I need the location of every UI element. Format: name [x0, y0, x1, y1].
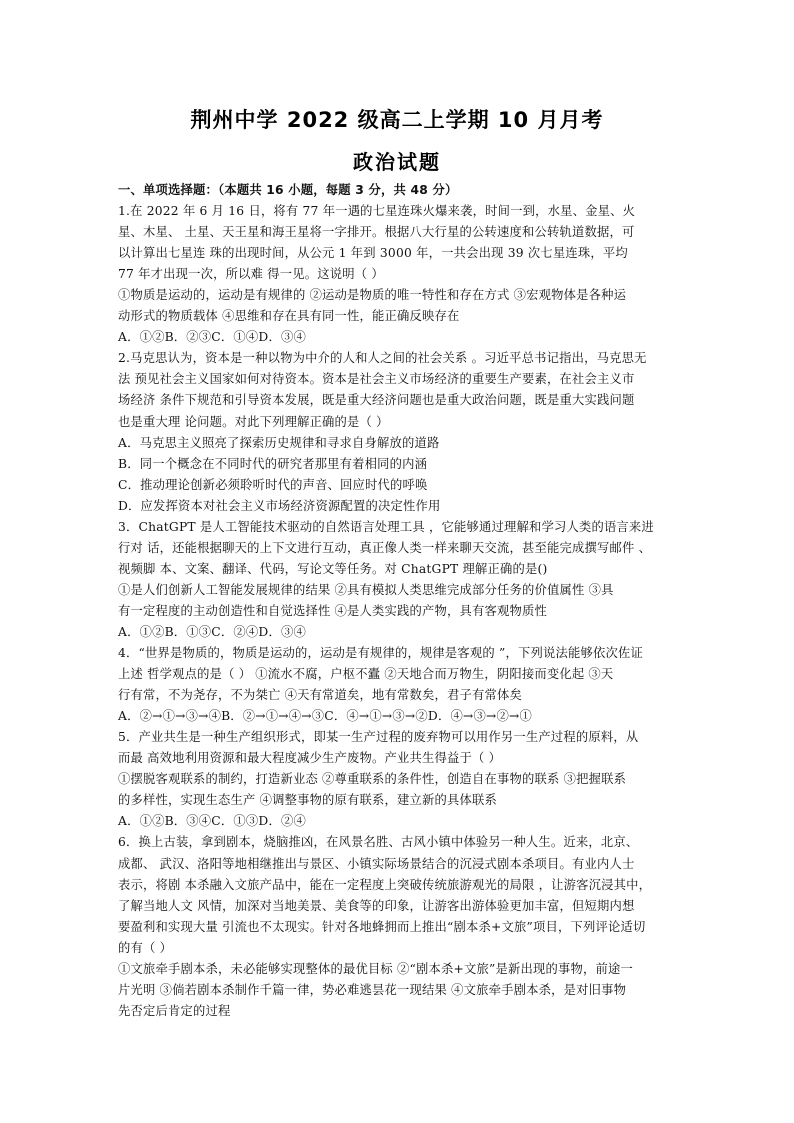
answer-options: A．①②B．①③C．②④D．③④ — [118, 624, 306, 639]
text-line: 以计算出七星连 珠的出现时间，从公元 1 年到 3000 年，一共会出现 39 次七星连珠，平均 — [118, 246, 628, 261]
answer-option: B．同一个概念在不同时代的研究者那里有着相同的内涵 — [118, 456, 428, 471]
text-line: 行有常，不为尧存，不为桀亡 ④天有常道矣，地有常数矣，君子有常体矣 — [118, 688, 523, 703]
text-line: 动形式的物质载体 ④思维和存在具有同一性，能正确反映存在 — [118, 309, 460, 324]
section-heading: 一、单项选择题：（本题共 16 小题，每题 3 分，共 48 分） — [118, 183, 458, 197]
exam-content — [118, 180, 678, 1022]
text-line: 成都、 武汉、洛阳等地相继推出与景区、小镇实际场景结合的沉浸式剧本杀项目。有业内人士 — [118, 856, 635, 871]
text-line: 6．换上古装，拿到剧本，烧脑推凶，在风景名胜、古风小镇中体验另一种人生。近来，北京、 — [118, 835, 639, 850]
text-line: 场经济 条件下规范和引导资本发展，既是重大经济问题也是重大政治问题，既是重大实践问题 — [118, 393, 635, 408]
text-line: 上述 哲学观点的是（ ） ①流水不腐，户枢不蠹 ②天地合而万物生，阴阳接而变化起 ③天 — [118, 667, 614, 682]
answer-options: A．①②B．②③C．①④D．③④ — [118, 330, 306, 345]
answer-option: A．马克思主义照亮了探索历史规律和寻求自身解放的道路 — [118, 435, 440, 450]
exam-title: 荆州中学 2022 级高二上学期 10 月月考 — [190, 108, 604, 132]
text-line: 视频脚 本、文案、翻译、代码，写论文等任务。对 ChatGPT 理解正确的是() — [118, 561, 548, 576]
text-line: 法 预见社会主义国家如何对待资本。资本是社会主义市场经济的重要生产要素，在社会主义市 — [118, 372, 635, 387]
text-line: 3．ChatGPT 是人工智能技术驱动的自然语言处理工具 ，它能够通过理解和学习人类的语言来进 — [118, 519, 654, 534]
text-line: 的有（ ） — [118, 940, 173, 955]
text-line: ①摆脱客观联系的制约，打造新业态 ②尊重联系的条件性，创造自在事物的联系 ③把握联系 — [118, 772, 627, 787]
text-line: 1.在 2022 年 6 月 16 日，将有 77 年一遇的七星连珠火爆来袭，时间一到，水星、金星、火 — [118, 204, 636, 219]
text-line: 2.马克思认为，资本是一种以物为中介的人和人之间的社会关系 。习近平总书记指出，马克思无 — [118, 351, 647, 366]
text-line: 行对 话，还能根据聊天的上下文进行互动，真正像人类一样来聊天交流，甚至能完成撰写邮件 、 — [118, 540, 652, 555]
text-line: 5．产业共生是一种生产组织形式，即某一生产过程的废弃物可以用作另一生产过程的原料，从 — [118, 730, 639, 745]
text-line: 77 年才出现一次，所以难 得一见。这说明（ ） — [118, 267, 384, 282]
text-line: ①是人们创新人工智能发展规律的结果 ②具有模拟人类思维完成部分任务的价值属性 ③具 — [118, 582, 614, 597]
answer-options: A．②→①→③→④B．②→①→④→③C．④→①→③→②D．④→③→②→① — [118, 709, 532, 724]
text-line: 片光明 ③倘若剧本杀制作千篇一律，势必难逃昙花一现结果 ④文旅牵手剧本杀，是对旧事物 — [118, 982, 627, 997]
answer-options: A．①②B．③④C．①③D．②④ — [118, 814, 306, 829]
text-line: 先否定后肯定的过程 — [118, 1003, 231, 1018]
answer-option: D．应发挥资本对社会主义市场经济资源配置的决定性作用 — [118, 498, 441, 513]
text-line: 也是重大理 论问题。对此下列理解正确的是（ ） — [118, 414, 389, 429]
text-line: ①物质是运动的，运动是有规律的 ②运动是物质的唯一特性和存在方式 ③宏观物体是各种运 — [118, 288, 627, 303]
text-line: 星、木星、 土星、天王星和海王星将一字排开。根据八大行星的公转速度和公转轨道数据，可 — [118, 225, 635, 240]
text-line: 要盈利和实现大量 引流也不太现实。针对各地蜂拥而上推出“剧本杀+文旅”项目，下列评论适切 — [118, 919, 646, 934]
text-line: 表示，将剧 本杀融入文旅产品中，能在一定程度上突破传统旅游观光的局限 ，让游客沉浸其中， — [118, 877, 652, 892]
answer-option: C．推动理论创新必须聆听时代的声音、回应时代的呼唤 — [118, 477, 428, 492]
text-line: 有一定程度的主动创造性和自觉选择性 ④是人类实践的产物，具有客观物质性 — [118, 603, 548, 618]
text-line: 而最 高效地利用资源和最大程度减少生产废物。产业共生得益于（ ） — [118, 751, 502, 766]
text-line: 的多样性，实现生态生产 ④调整事物的原有联系，建立新的具体联系 — [118, 793, 498, 808]
text-line: ①文旅牵手剧本杀，未必能够实现整体的最优目标 ②“剧本杀+文旅”是新出现的事物，前途一 — [118, 961, 633, 976]
text-line: 了解当地人文 风情，加深对当地美景、美食等的印象，让游客出游体验更加丰富，但短期内想 — [118, 898, 635, 913]
exam-subtitle: 政治试题 — [353, 150, 441, 174]
text-line: 4．“世界是物质的，物质是运动的，运动是有规律的，规律是客观的 ”，下列说法能够依次佐证 — [118, 646, 643, 661]
